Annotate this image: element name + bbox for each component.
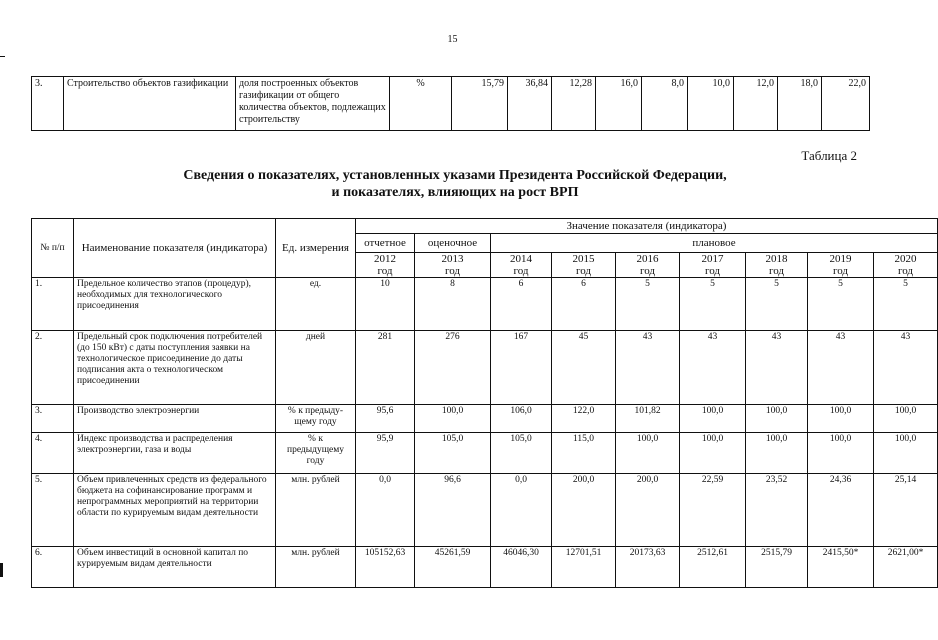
row-number: 5. <box>32 474 74 547</box>
continuation-table <box>31 76 870 131</box>
table-row <box>32 474 938 547</box>
value-cell: 100,0 <box>746 433 808 474</box>
header-number: № п/п <box>32 219 74 278</box>
table-row <box>32 77 870 131</box>
value-cell: 43 <box>680 331 746 405</box>
header-value-group: Значение показателя (индикатора) <box>356 219 938 234</box>
value-cell: 2621,00* <box>874 547 938 588</box>
header-year: 2014 год <box>491 253 552 278</box>
value-cell: 18,0 <box>778 77 822 131</box>
value-cell: 36,84 <box>508 77 552 131</box>
value-cell: 100,0 <box>874 405 938 433</box>
value-cell: 100,0 <box>415 405 491 433</box>
table-row <box>32 547 938 588</box>
value-cell: 43 <box>746 331 808 405</box>
value-cell: 2415,50* <box>808 547 874 588</box>
indicator-name: Предельный срок подключения потребителей (до 150 кВт) с даты поступления заявки на технологическое присоединение до даты подписания акта о технологическом присоединении <box>74 331 276 405</box>
header-reported: отчетное <box>356 234 415 253</box>
value-cell: 95,6 <box>356 405 415 433</box>
value-cell: 5 <box>616 278 680 331</box>
value-cell: 5 <box>680 278 746 331</box>
value-cell: 100,0 <box>680 433 746 474</box>
unit: млн. рублей <box>276 474 356 547</box>
value-cell: 95,9 <box>356 433 415 474</box>
value-cell: 20173,63 <box>616 547 680 588</box>
value-cell: 2515,79 <box>746 547 808 588</box>
unit: млн. рублей <box>276 547 356 588</box>
table-row <box>32 433 938 474</box>
value-cell: 100,0 <box>680 405 746 433</box>
value-cell: 12,28 <box>552 77 596 131</box>
value-cell: 15,79 <box>452 77 508 131</box>
value-cell: 12,0 <box>734 77 778 131</box>
value-cell: 8,0 <box>642 77 688 131</box>
page-number: 15 <box>447 34 458 45</box>
value-cell: 0,0 <box>356 474 415 547</box>
value-cell: 22,59 <box>680 474 746 547</box>
value-cell: 45261,59 <box>415 547 491 588</box>
value-cell: 2512,61 <box>680 547 746 588</box>
indicator-name: Объем инвестиций в основной капитал по курируемым видам деятельности <box>74 547 276 588</box>
row-number: 3. <box>32 77 64 131</box>
table-row <box>32 405 938 433</box>
value-cell: 10 <box>356 278 415 331</box>
header-unit: Ед. измерения <box>276 219 356 278</box>
value-cell: 100,0 <box>874 433 938 474</box>
value-cell: 5 <box>874 278 938 331</box>
value-cell: 105,0 <box>491 433 552 474</box>
value-cell: 100,0 <box>616 433 680 474</box>
indicator-name: Объем привлеченных средств из федерального бюджета на софинансирование программ и непрограммных мероприятий на территории области по курируемым видам деятельности <box>74 474 276 547</box>
value-cell: 115,0 <box>552 433 616 474</box>
value-cell: 12701,51 <box>552 547 616 588</box>
value-cell: 43 <box>874 331 938 405</box>
unit: дней <box>276 331 356 405</box>
row-number: 4. <box>32 433 74 474</box>
left-edge-bar <box>0 563 3 577</box>
header-year: 2019 год <box>808 253 874 278</box>
unit: ед. <box>276 278 356 331</box>
value-cell: 46046,30 <box>491 547 552 588</box>
value-cell: 6 <box>491 278 552 331</box>
header-year: 2020 год <box>874 253 938 278</box>
left-edge-mark <box>0 56 5 57</box>
value-cell: 167 <box>491 331 552 405</box>
header-year: 2013 год <box>415 253 491 278</box>
value-cell: 25,14 <box>874 474 938 547</box>
value-cell: 45 <box>552 331 616 405</box>
unit: % к предыду-щему году <box>276 405 356 433</box>
indicator-name: Производство электроэнергии <box>74 405 276 433</box>
indicators-table <box>31 218 938 588</box>
table-row <box>32 278 938 331</box>
value-cell: 105152,63 <box>356 547 415 588</box>
value-cell: 43 <box>616 331 680 405</box>
table-heading-line1: Сведения о показателях, установленных указами Президента Российской Федерации, <box>183 168 727 183</box>
indicator-name: Предельное количество этапов (процедур), необходимых для технологического присоединения <box>74 278 276 331</box>
value-cell: 100,0 <box>808 405 874 433</box>
row-number: 1. <box>32 278 74 331</box>
value-cell: 22,0 <box>822 77 870 131</box>
value-cell: 101,82 <box>616 405 680 433</box>
value-cell: 105,0 <box>415 433 491 474</box>
value-cell: 10,0 <box>688 77 734 131</box>
indicator-name: доля построенных объектов газификации от общего количества объектов, подлежащих строительству <box>236 77 390 131</box>
header-year: 2017 год <box>680 253 746 278</box>
table-heading-line2: и показателях, влияющих на рост ВРП <box>331 185 579 200</box>
value-cell: 23,52 <box>746 474 808 547</box>
row-number: 3. <box>32 405 74 433</box>
header-planned: плановое <box>491 234 938 253</box>
header-year: 2012 год <box>356 253 415 278</box>
value-cell: 8 <box>415 278 491 331</box>
value-cell: 200,0 <box>552 474 616 547</box>
value-cell: 5 <box>808 278 874 331</box>
value-cell: 0,0 <box>491 474 552 547</box>
unit: % к предыдущему году <box>276 433 356 474</box>
measure-name: Строительство объектов газификации <box>64 77 236 131</box>
value-cell: 6 <box>552 278 616 331</box>
header-year: 2016 год <box>616 253 680 278</box>
value-cell: 43 <box>808 331 874 405</box>
value-cell: 122,0 <box>552 405 616 433</box>
value-cell: 106,0 <box>491 405 552 433</box>
value-cell: 281 <box>356 331 415 405</box>
table-row <box>32 331 938 405</box>
indicator-name: Индекс производства и распределения электроэнергии, газа и воды <box>74 433 276 474</box>
value-cell: 276 <box>415 331 491 405</box>
value-cell: 96,6 <box>415 474 491 547</box>
value-cell: 100,0 <box>746 405 808 433</box>
value-cell: 24,36 <box>808 474 874 547</box>
row-number: 2. <box>32 331 74 405</box>
value-cell: 16,0 <box>596 77 642 131</box>
unit: % <box>390 77 452 131</box>
header-indicator-name: Наименование показателя (индикатора) <box>74 219 276 278</box>
header-year: 2018 год <box>746 253 808 278</box>
table-label: Таблица 2 <box>801 148 857 163</box>
value-cell: 200,0 <box>616 474 680 547</box>
header-estimated: оценочное <box>415 234 491 253</box>
value-cell: 5 <box>746 278 808 331</box>
row-number: 6. <box>32 547 74 588</box>
value-cell: 100,0 <box>808 433 874 474</box>
header-year: 2015 год <box>552 253 616 278</box>
